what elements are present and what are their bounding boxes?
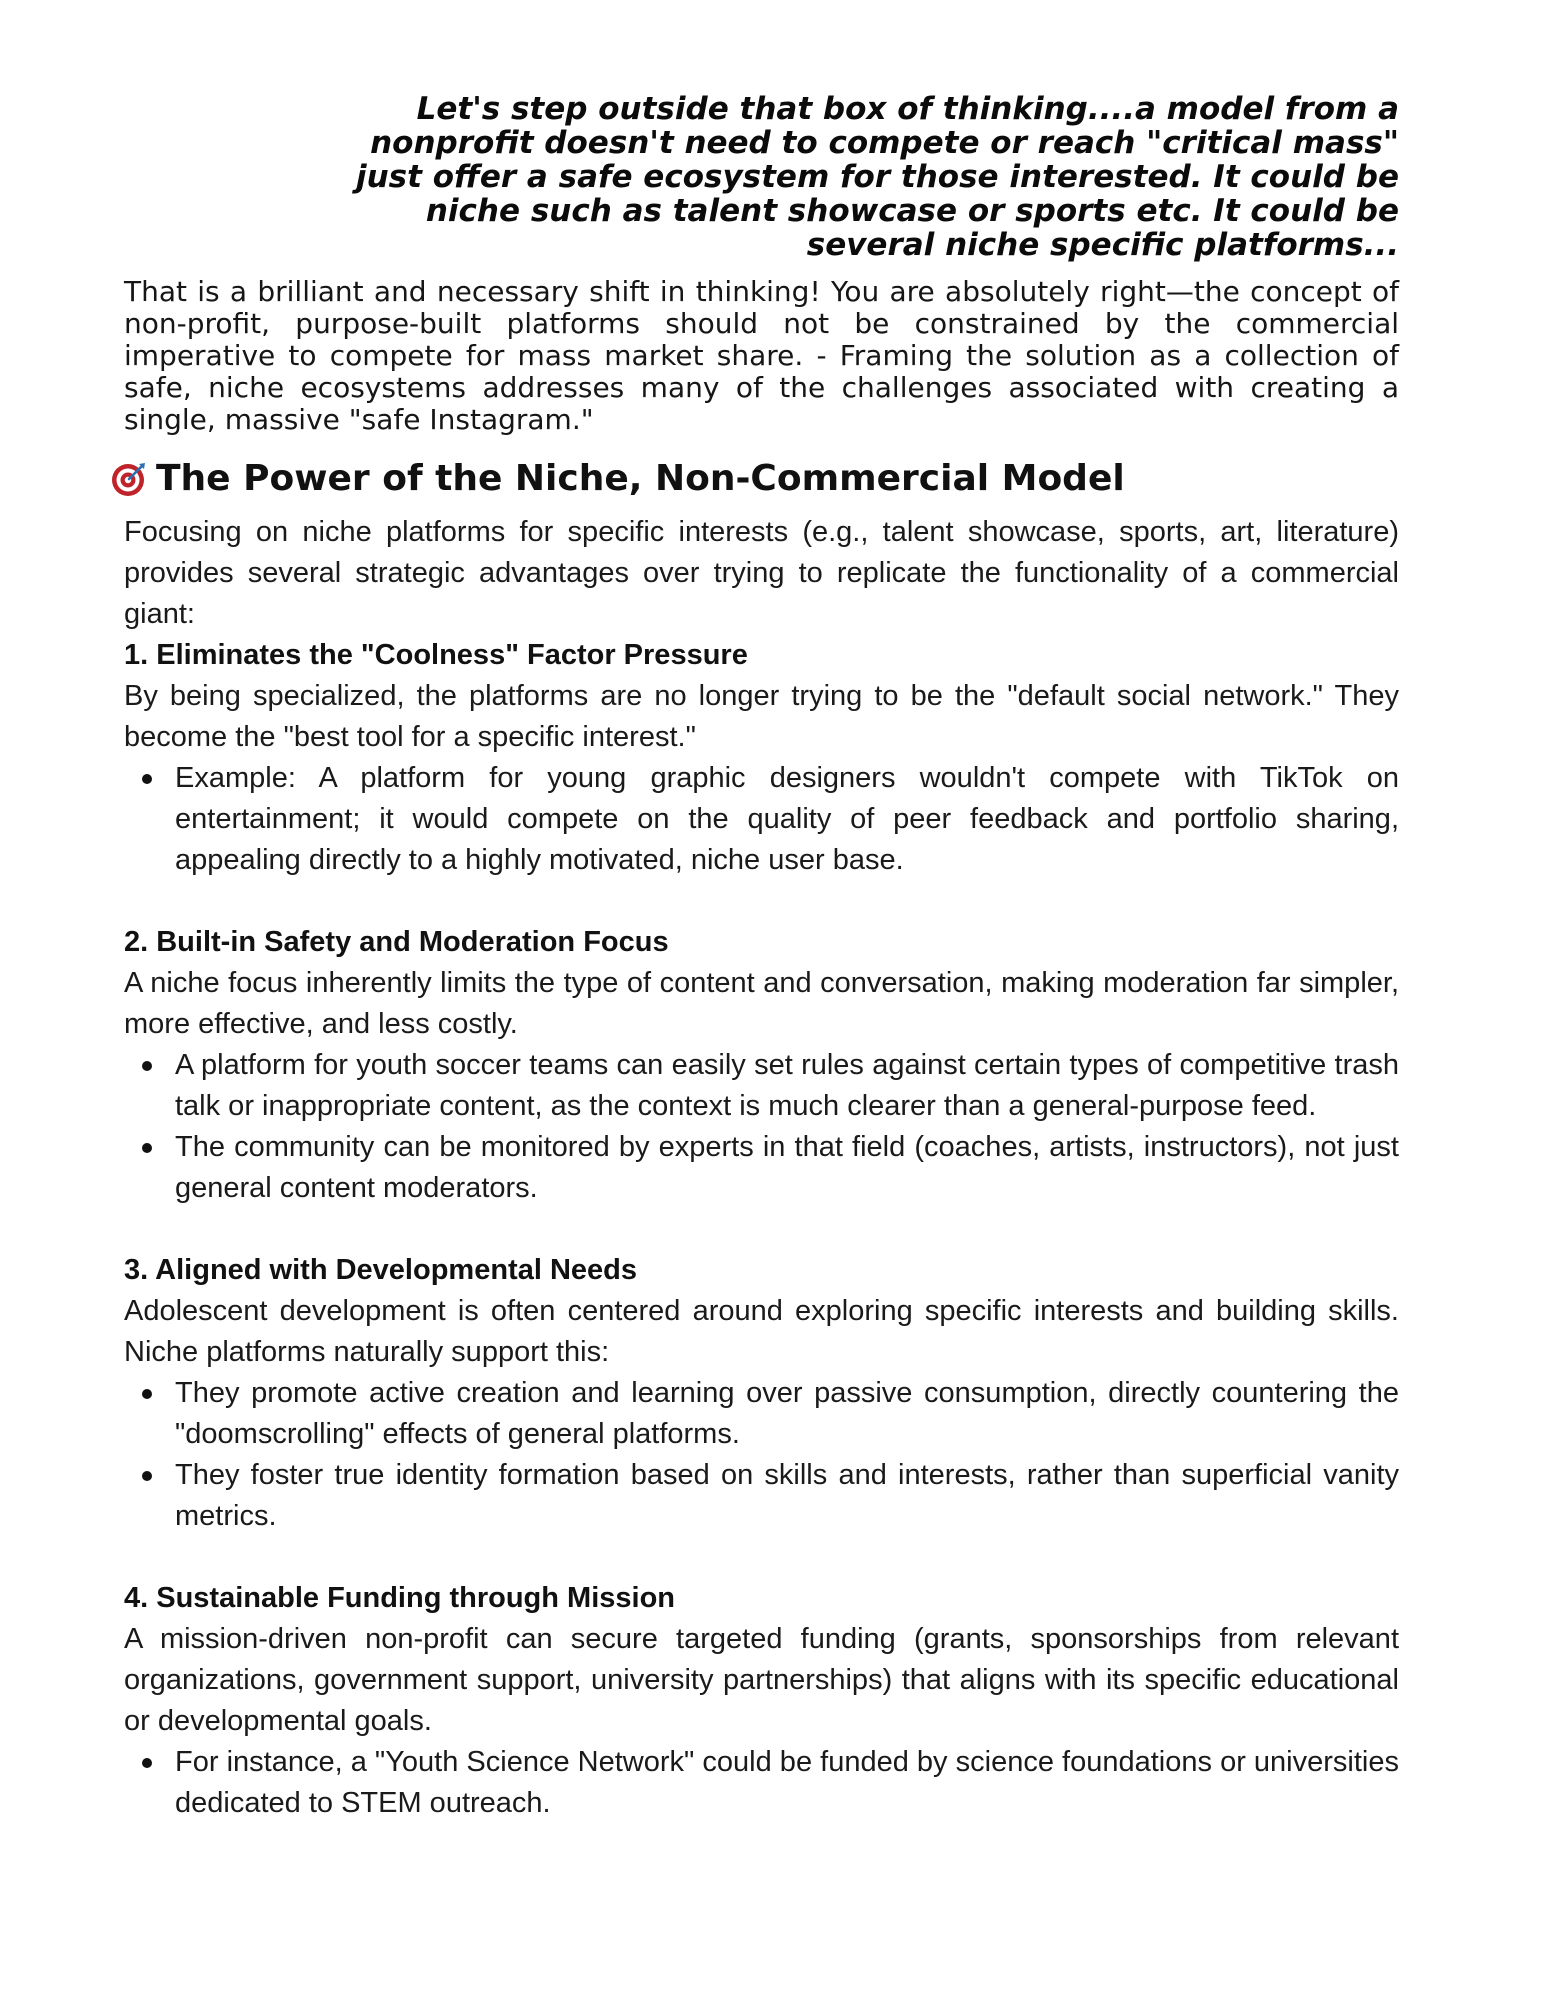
list-item: They promote active creation and learning over passive consumption, directly countering the "doomscrolling" effects of general platforms. xyxy=(175,1373,1399,1455)
section-heading xyxy=(110,456,1399,502)
user-prompt-quote: Let's step outside that box of thinking....a model from a nonprofit doesn't need to compete or reach "critical mass" just offer a safe ecosystem for those interested. It could be niche such as talent showcase or sports etc. It could be several niche specific platforms... xyxy=(355,91,1399,263)
bullet-list xyxy=(124,1045,1399,1209)
section-body: By being specialized, the platforms are no longer trying to be the "default social network." They become the "best tool for a specific interest." xyxy=(124,680,1399,753)
section-title: 3. Aligned with Developmental Needs xyxy=(124,1254,637,1286)
section-4 xyxy=(124,1578,1399,1824)
list-item: Example: A platform for young graphic designers wouldn't compete with TikTok on entertainment; it would compete on the quality of peer feedback and portfolio sharing, appealing directly to a highly motivated, niche user base. xyxy=(175,758,1399,881)
document-page xyxy=(124,92,1399,1824)
target-icon xyxy=(110,460,148,498)
section-title: 2. Built-in Safety and Moderation Focus xyxy=(124,926,669,958)
bullet-list xyxy=(124,1373,1399,1537)
section-1 xyxy=(124,635,1399,881)
list-item: For instance, a "Youth Science Network" could be funded by science foundations or universities dedicated to STEM outreach. xyxy=(175,1742,1399,1824)
bullet-list xyxy=(124,1742,1399,1824)
list-item: The community can be monitored by experts in that field (coaches, artists, instructors), not just general content moderators. xyxy=(175,1127,1399,1209)
lead-paragraph: Focusing on niche platforms for specific interests (e.g., talent showcase, sports, art, literature) provides several strategic advantages over trying to replicate the functionality of a commercial giant: xyxy=(124,516,1399,630)
list-item: They foster true identity formation based on skills and interests, rather than superficial vanity metrics. xyxy=(175,1455,1399,1537)
section-title: 4. Sustainable Funding through Mission xyxy=(124,1582,675,1614)
list-item: A platform for youth soccer teams can easily set rules against certain types of competitive trash talk or inappropriate content, as the context is much clearer than a general-purpose feed. xyxy=(175,1045,1399,1127)
heading-title: The Power of the Niche, Non-Commercial Model xyxy=(156,458,1125,499)
section-title: 1. Eliminates the "Coolness" Factor Pressure xyxy=(124,639,748,671)
bullet-list xyxy=(124,758,1399,881)
section-body: A mission-driven non-profit can secure targeted funding (grants, sponsorships from relevant organizations, government support, university partnerships) that aligns with its specific educational or developmental goals. xyxy=(124,1623,1399,1737)
response-intro: That is a brilliant and necessary shift in thinking! You are absolutely right—the concept of non-profit, purpose-built platforms should not be constrained by the commercial imperative to compete for mass market share. - Framing the solution as a collection of safe, niche ecosystems addresses many of the challenges associated with creating a single, massive "safe Instagram." xyxy=(124,275,1399,436)
section-2 xyxy=(124,922,1399,1209)
section-3 xyxy=(124,1250,1399,1537)
section-body: A niche focus inherently limits the type of content and conversation, making moderation far simpler, more effective, and less costly. xyxy=(124,967,1399,1040)
section-body: Adolescent development is often centered around exploring specific interests and building skills. Niche platforms naturally support this: xyxy=(124,1295,1399,1368)
